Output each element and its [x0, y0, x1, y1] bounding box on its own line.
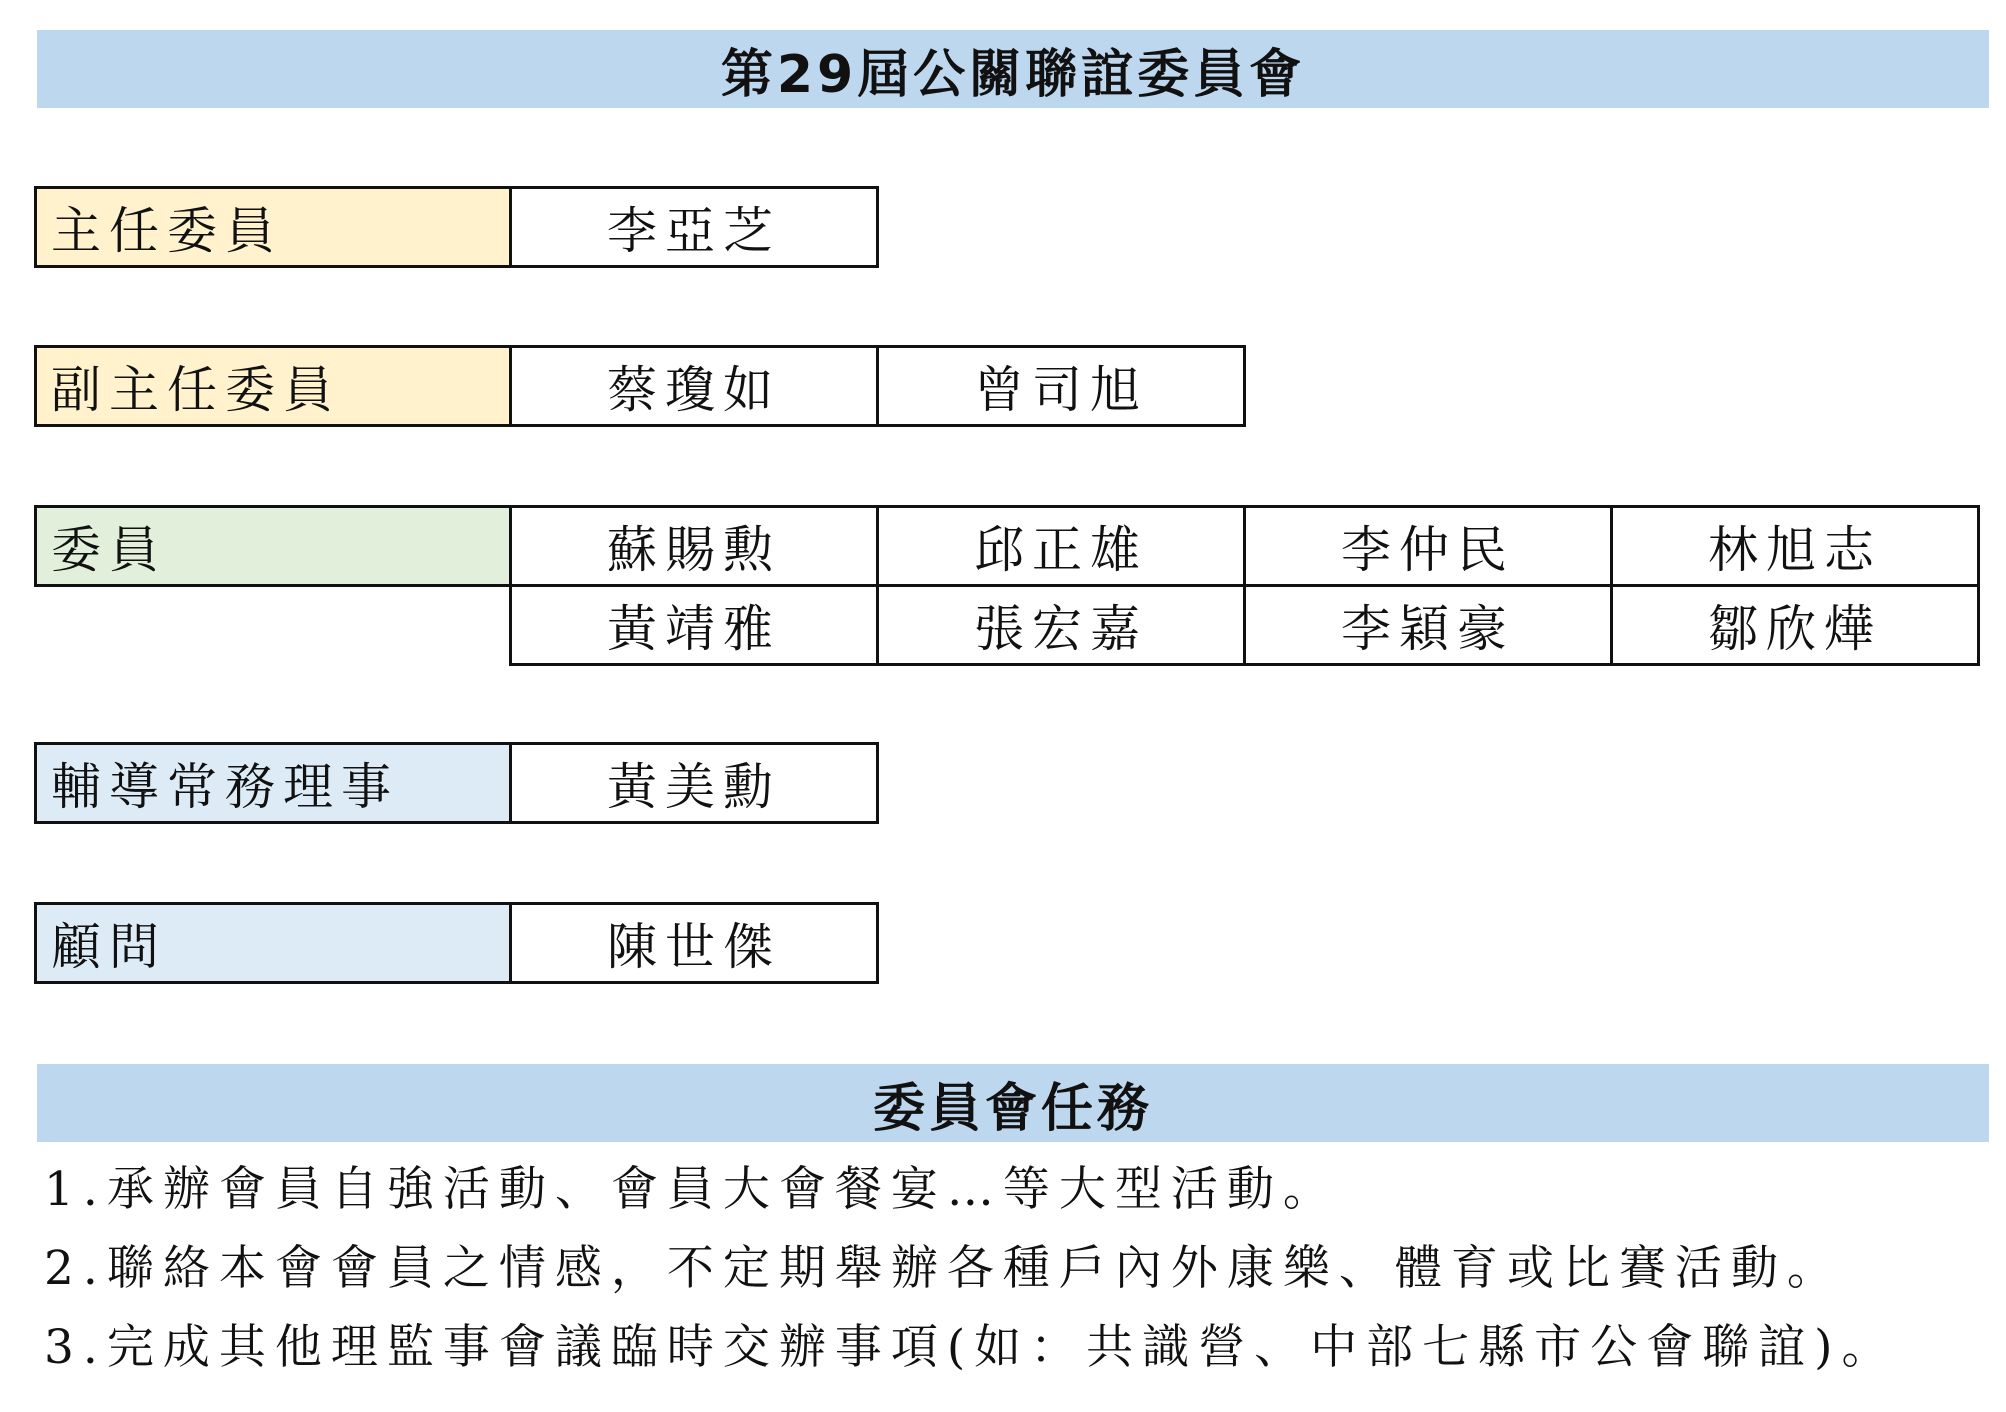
- member-name: 鄒欣燁: [1610, 584, 1980, 666]
- member-name: 李仲民: [1243, 505, 1613, 587]
- mission-item: 1.承辦會員自強活動、會員大會餐宴…等大型活動。: [44, 1162, 1339, 1217]
- members-label: 委員: [34, 505, 512, 587]
- member-name: 邱正雄: [876, 505, 1246, 587]
- mission-list: [44, 1150, 1994, 1387]
- member-name: 林旭志: [1610, 505, 1980, 587]
- vice-chief-name: 曾司旭: [876, 345, 1246, 427]
- vice-chief-row: [34, 345, 1246, 427]
- member-name: 張宏嘉: [876, 584, 1246, 666]
- chief-label: 主任委員: [34, 186, 512, 268]
- members-row: [509, 584, 1980, 666]
- member-name: 蘇賜勲: [509, 505, 879, 587]
- advisor-director-row: [34, 742, 879, 824]
- chief-name: 李亞芝: [509, 186, 879, 268]
- advisor-director-name: 黃美勳: [509, 742, 879, 824]
- mission-item: 2.聯絡本會會員之情感，不定期舉辦各種戶內外康樂、體育或比賽活動。: [44, 1241, 1843, 1296]
- chief-row: [34, 186, 879, 268]
- consultant-name: 陳世傑: [509, 902, 879, 984]
- committee-title: 第29屆公關聯誼委員會: [37, 30, 1989, 108]
- vice-chief-label: 副主任委員: [34, 345, 512, 427]
- member-name: 李穎豪: [1243, 584, 1613, 666]
- members-row: [34, 505, 1980, 587]
- consultant-row: [34, 902, 879, 984]
- member-name: 黃靖雅: [509, 584, 879, 666]
- consultant-label: 顧問: [34, 902, 512, 984]
- vice-chief-name: 蔡瓊如: [509, 345, 879, 427]
- mission-title: 委員會任務: [37, 1064, 1989, 1142]
- advisor-director-label: 輔導常務理事: [34, 742, 512, 824]
- mission-item: 3.完成其他理監事會議臨時交辦事項(如：共識營、中部七縣市公會聯誼)。: [44, 1320, 1898, 1375]
